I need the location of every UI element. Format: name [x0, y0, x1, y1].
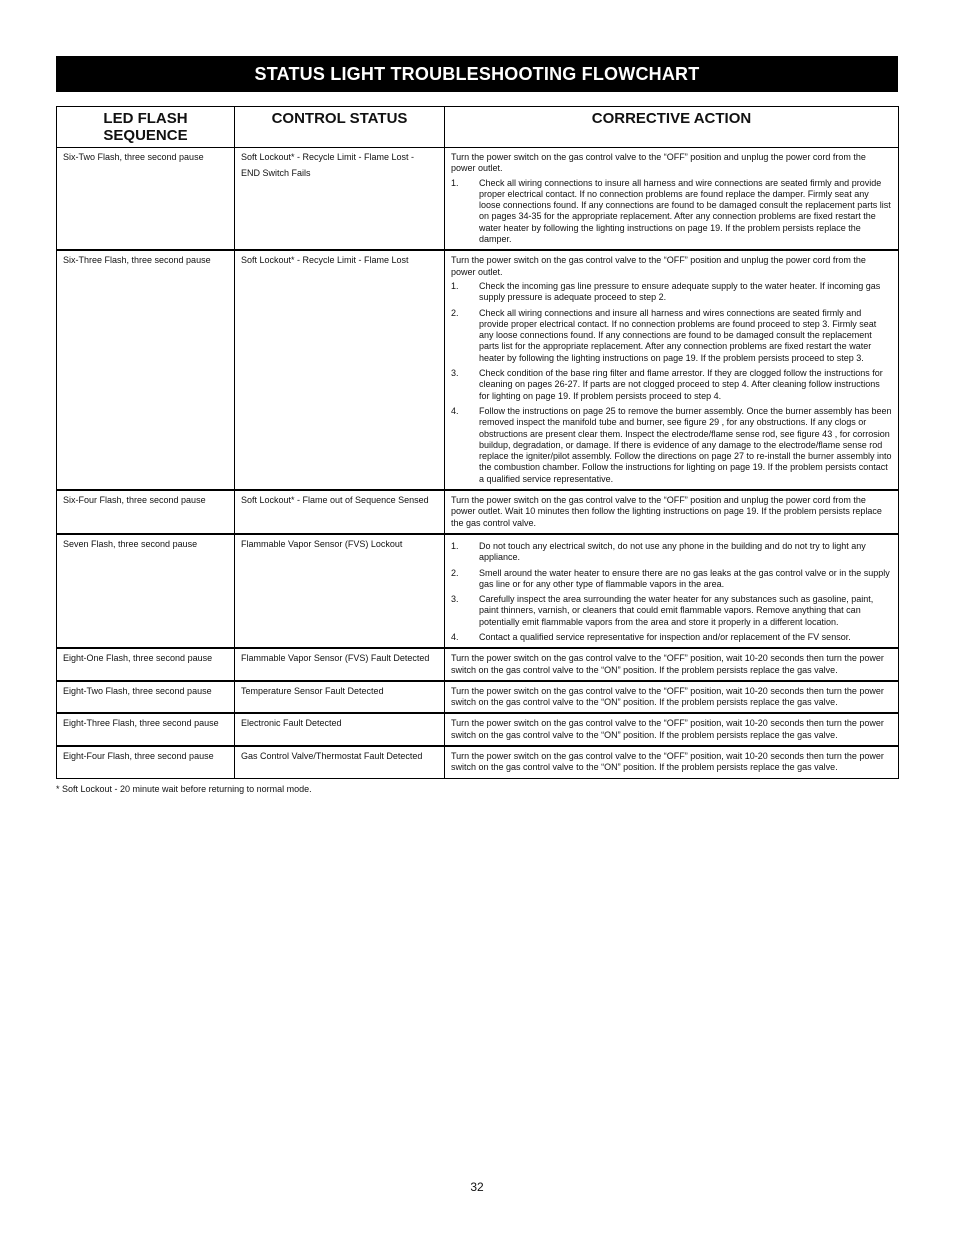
led-flash-cell: Six-Two Flash, three second pause	[57, 148, 235, 251]
header-control-status: CONTROL STATUS	[235, 107, 445, 148]
control-status-cell	[235, 746, 445, 778]
control-status-cell	[235, 681, 445, 714]
step-number: 3.	[451, 594, 459, 605]
step-number: 1.	[451, 540, 459, 551]
header-corrective-action: CORRECTIVE ACTION	[445, 107, 899, 148]
corrective-step	[451, 632, 892, 643]
step-text: Contact a qualified service representative for inspection and/or replacement of the FV sensor.	[479, 631, 851, 642]
corrective-action-intro: Turn the power switch on the gas control valve to the “OFF” position and unplug the power cord from the power outlet.	[451, 255, 866, 277]
led-flash-cell: Eight-One Flash, three second pause	[57, 648, 235, 681]
page-title: STATUS LIGHT TROUBLESHOOTING FLOWCHART	[56, 56, 898, 92]
control-status-text: Gas Control Valve/Thermostat Fault Detected	[241, 751, 423, 762]
step-text: Follow the instructions on page 25 to remove the burner assembly. Once the burner assembly has been removed inspect the manifold tube and burner, see figure 29 , for any obstructions. If any clogs or obstructions are present clear them. Inspect the electrode/flame sense rod, see figure 43 , for corrosion buildup, degradation, or damage. If there is evidence of any damage to the electrode/flame sense rod replace the igniter/pilot assembly. Follow the directions on page 27 to re-install the burner assembly into the combustion chamber. Follow the instructions for lighting on page 19. If the problem persists contact a qualified service representative.	[479, 405, 892, 484]
corrective-action-intro: Turn the power switch on the gas control valve to the “OFF” position and unplug the power cord from the power outlet. Wait 10 minutes then follow the lighting instructions on page 19. If the problem persists replace the gas control valve.	[451, 495, 882, 528]
step-text: Check all wiring connections and insure all harness and wires connections are seated firmly and provide proper electrical contact. If no connection problems are found proceed to step 3. Firmly seat any loose connections found. If any connections are found to be damaged consult the replacement parts list for the appropriate replacement. After any connection problems are fixed restart the water heater by following the lighting instructions on page 19. If the problem persists proceed to step 3.	[479, 307, 877, 363]
step-number: 1.	[451, 280, 459, 291]
troubleshooting-table	[56, 106, 899, 779]
control-status-cell	[235, 534, 445, 648]
corrective-action-intro: Turn the power switch on the gas control valve to the “OFF” position and unplug the power cord from the power outlet.	[451, 152, 866, 174]
control-status-text: Soft Lockout* - Recycle Limit - Flame Lost	[241, 255, 409, 266]
header-led-line2: SEQUENCE	[103, 127, 188, 144]
control-status-cell	[235, 713, 445, 746]
step-number: 2.	[451, 567, 459, 578]
corrective-action-intro: Turn the power switch on the gas control valve to the “OFF” position, wait 10-20 seconds then turn the power switch on the gas control valve to the “ON” position. If the problem persists replace the gas valve.	[451, 653, 884, 675]
step-text: Check condition of the base ring filter and flame arrestor. If they are clogged follow the instructions for cleaning on pages 26-27. If parts are not clogged proceed to step 4. After cleaning follow instructions for lighting on page 19. If problem persists proceed to step 4.	[479, 368, 883, 401]
table-row	[57, 490, 899, 534]
step-number: 4.	[451, 405, 459, 416]
led-flash-cell: Seven Flash, three second pause	[57, 534, 235, 648]
table-row	[57, 681, 899, 714]
corrective-action-intro: Turn the power switch on the gas control valve to the “OFF” position, wait 10-20 seconds then turn the power switch on the gas control valve to the “ON” position. If the problem persists replace the gas valve.	[451, 685, 884, 708]
corrective-steps-list	[451, 541, 892, 643]
page-number: 32	[470, 1180, 484, 1194]
control-status-text: Soft Lockout* - Flame out of Sequence Sensed	[241, 495, 429, 506]
table-row	[57, 250, 899, 490]
led-flash-cell: Eight-Three Flash, three second pause	[57, 713, 235, 746]
step-text: Check all wiring connections to insure all harness and wire connections are seated firmly and provide proper electrical contact. If no connection problems are found replace the damper. Firmly seat any loose connections found. If any connections are found to be damaged consult the replacement parts list on pages 34-35 for the appropriate replacement. After any connection problems are fixed restart the water heater by following the lighting instructions on page 19. If the problem persists replace the damper.	[479, 177, 891, 245]
control-status-text: Soft Lockout* - Recycle Limit - Flame Lost -	[241, 152, 415, 162]
table-row	[57, 648, 899, 681]
corrective-action-intro: Turn the power switch on the gas control valve to the “OFF” position, wait 10-20 seconds then turn the power switch on the gas control valve to the “ON” position. If the problem persists replace the gas valve.	[451, 751, 884, 773]
table-row	[57, 148, 899, 251]
step-number: 2.	[451, 307, 459, 318]
led-flash-cell: Six-Three Flash, three second pause	[57, 250, 235, 490]
corrective-step	[451, 281, 892, 304]
led-flash-cell: Eight-Two Flash, three second pause	[57, 681, 235, 714]
table-row	[57, 713, 899, 746]
corrective-action-cell	[445, 746, 899, 778]
corrective-step	[451, 308, 892, 364]
control-status-cell	[235, 490, 445, 534]
control-status-cell	[235, 250, 445, 490]
corrective-step	[451, 178, 892, 246]
control-status-cell	[235, 148, 445, 251]
control-status-text-2: END Switch Fails	[241, 168, 311, 179]
corrective-action-cell	[445, 534, 899, 648]
corrective-action-cell	[445, 250, 899, 490]
corrective-step	[451, 406, 892, 485]
footnote: * Soft Lockout - 20 minute wait before returning to normal mode.	[56, 784, 312, 794]
step-number: 1.	[451, 177, 459, 188]
step-text: Smell around the water heater to ensure there are no gas leaks at the gas control valve or in the supply gas line or for any other type of flammable vapors in the area.	[479, 567, 890, 589]
corrective-step	[451, 594, 892, 628]
corrective-action-cell	[445, 713, 899, 746]
corrective-step	[451, 368, 892, 402]
header-row	[57, 107, 899, 148]
step-number: 3.	[451, 368, 459, 379]
led-flash-cell: Eight-Four Flash, three second pause	[57, 746, 235, 778]
step-text: Carefully inspect the area surrounding the water heater for any substances such as gasoline, paint, paint thinners, varnish, or cleaners that could emit flammable vapors. Remove anything that can potentially emit flammable vapors from the area and store it properly in a different location.	[479, 594, 874, 627]
table-row	[57, 534, 899, 648]
led-flash-cell: Six-Four Flash, three second pause	[57, 490, 235, 534]
step-text: Check the incoming gas line pressure to ensure adequate supply to the water heater. If incoming gas supply pressure is adequate proceed to step 2.	[479, 280, 881, 303]
table-row	[57, 746, 899, 778]
corrective-action-cell	[445, 648, 899, 681]
corrective-action-intro: Turn the power switch on the gas control valve to the “OFF” position, wait 10-20 seconds then turn the power switch on the gas control valve to the “ON” position. If the problem persists replace the gas valve.	[451, 718, 884, 740]
corrective-step	[451, 568, 892, 591]
corrective-step	[451, 541, 892, 564]
control-status-text: Temperature Sensor Fault Detected	[241, 685, 384, 696]
header-led-line1: LED FLASH	[103, 110, 188, 127]
header-led-flash-sequence	[57, 107, 235, 148]
step-text: Do not touch any electrical switch, do not use any phone in the building and do not try to light any appliance.	[479, 540, 866, 563]
corrective-steps-list	[451, 178, 892, 246]
step-number: 4.	[451, 631, 459, 642]
table-body	[57, 148, 899, 779]
control-status-text: Flammable Vapor Sensor (FVS) Fault Detected	[241, 653, 430, 664]
control-status-cell	[235, 648, 445, 681]
control-status-text: Electronic Fault Detected	[241, 718, 342, 729]
corrective-action-cell	[445, 490, 899, 534]
corrective-action-cell	[445, 681, 899, 714]
control-status-text: Flammable Vapor Sensor (FVS) Lockout	[241, 538, 403, 549]
corrective-steps-list	[451, 281, 892, 485]
corrective-action-cell	[445, 148, 899, 251]
